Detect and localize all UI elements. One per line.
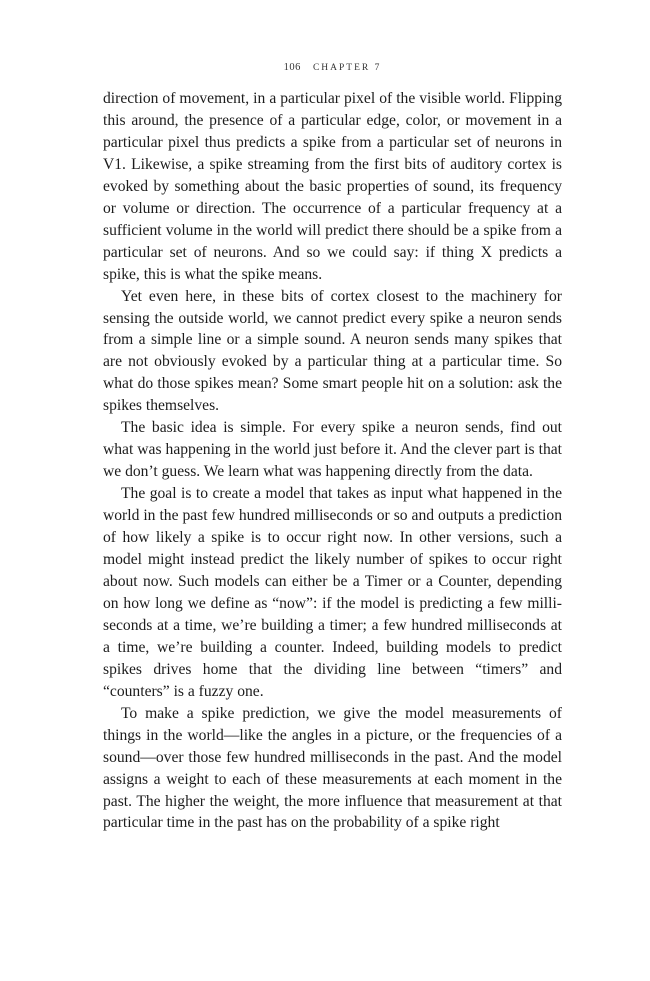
body-text bbox=[103, 88, 562, 834]
chapter-label: CHAPTER 7 bbox=[312, 63, 382, 73]
paragraph: To make a spike prediction, we give the model measurements of things in the world—like the angles in a picture, or the frequencies of a sound—over those few hundred milliseconds in the past. And the model assigns a weight to each of these measurements at each moment in the past. The higher the weight, the more influence that measurement at that particular time in the past has on the probability of a spike right bbox=[103, 704, 562, 832]
paragraph: Yet even here, in these bits of cortex closest to the machinery for sensing the outside world, we cannot predict every spike a neuron sends from a simple line or a simple sound. A neuron sends many spikes that are not obviously evoked by a particular thing at a particular time. So what do those spikes mean? Some smart people hit on a solution: ask the spikes themselves. bbox=[103, 287, 562, 415]
paragraph: direction of movement, in a particular pixel of the visible world. Flipping this around, the presence of a particular edge, color, or movement in a particular pixel thus predicts a spike from a particular set of neurons in V1. Likewise, a spike streaming from the first bits of auditory cortex is evoked by something about the basic properties of sound, its frequency or volume or direction. The occurrence of a particular frequency at a sufficient volume in the world will predict there should be a spike from a particular set of neurons. And so we could say: if thing X predicts a spike, this is what the spike means. bbox=[103, 90, 562, 283]
book-page bbox=[103, 58, 562, 834]
paragraph: The goal is to create a model that takes as input what happened in the world in the past few hundred milliseconds or so and outputs a prediction of how likely a spike is to occur right now. In other versions, such a model might instead predict the likely number of spikes to occur right about now. Such models can either be a Timer or a Counter, depending on how long we define as “now”: if the model is predicting a few milliseconds at a time, we’re building a timer; a few hundred milliseconds at a time, we’re building a counter. Indeed, building models to predict spikes drives home that the dividing line between “timers” and “counters” is a fuzzy one. bbox=[103, 485, 562, 700]
running-head bbox=[103, 58, 562, 78]
paragraph: The basic idea is simple. For every spike a neuron sends, find out what was happening in the world just before it. And the clever part is that we don’t guess. We learn what was happening directly from the data. bbox=[103, 419, 562, 481]
page-number: 106 bbox=[283, 62, 301, 73]
